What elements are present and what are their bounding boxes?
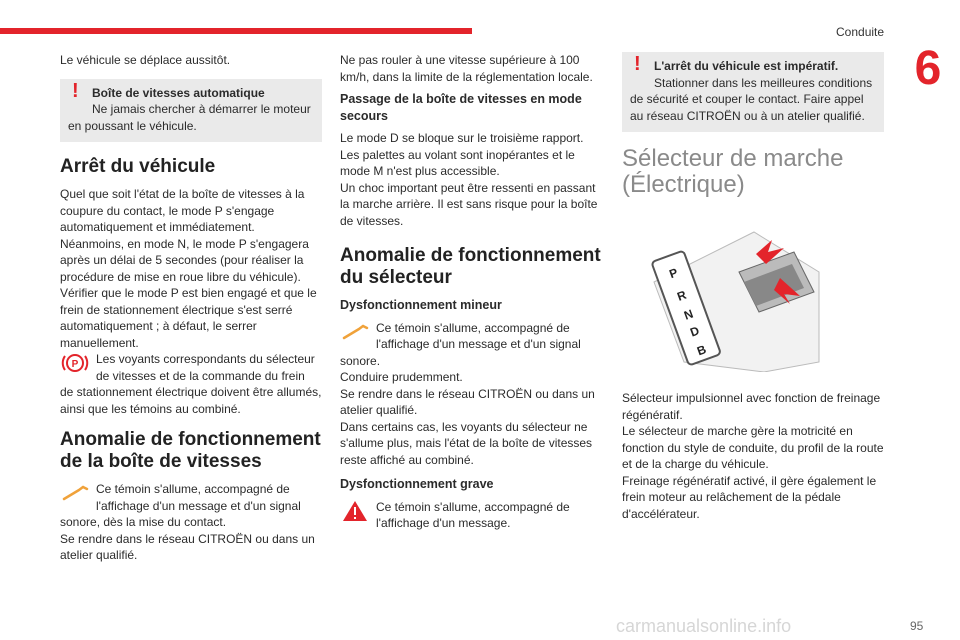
page-number: 95	[910, 619, 924, 633]
paragraph: Se rendre dans le réseau CITROËN ou dans un atelier qualifié.	[340, 386, 595, 417]
subheading-severe: Dysfonctionnement grave	[340, 477, 494, 491]
heading-gearbox-anomaly: Anomalie de fonctionnement de la boîte de vitesses	[60, 429, 321, 472]
indicator-text: Ce témoin s'allume, accompagné de l'affichage d'un message.	[376, 499, 570, 530]
paragraph: Conduire prudemment.	[340, 370, 463, 384]
paragraph: Le mode D se bloque sur le troisième rapport.	[340, 131, 584, 145]
warning-box	[622, 52, 884, 132]
paragraph: Néanmoins, en mode N, le mode P s'engagera après un délai de 5 secondes (pour réaliser la procédure de mise en roue libre du véhicule).	[60, 236, 309, 284]
gear-letter: R	[675, 287, 689, 304]
intro-text: Le véhicule se déplace aussitôt.	[60, 53, 231, 67]
paragraph: Les palettes au volant sont inopérantes et le mode M n'est plus accessible.	[340, 147, 575, 178]
subheading-backup: Passage de la boîte de vitesses en mode secours	[340, 92, 582, 123]
paragraph: Quel que soit l'état de la boîte de vitesses à la coupure du contact, le mode P s'engage automatiquement et immédiatement.	[60, 187, 305, 234]
wrench-icon	[60, 481, 90, 505]
warning-title: L'arrêt du véhicule est impératif.	[654, 59, 839, 73]
warning-exclamation-icon: !	[72, 79, 79, 102]
paragraph: Freinage régénératif activé, il gère également le frein moteur au relâchement de la pédale d'accélérateur.	[622, 473, 877, 521]
column-3	[622, 52, 884, 522]
paragraph: Le sélecteur de marche gère la motricité en fonction du style de conduite, du profil de la route et de la charge du véhicule.	[622, 424, 884, 471]
heading-stop: Arrêt du véhicule	[60, 156, 216, 177]
indicator-note	[60, 481, 322, 514]
indicator-note	[340, 499, 602, 532]
section-heading-selector: Sélecteur de marche (Électrique)	[622, 145, 844, 198]
gear-letter: P	[667, 265, 680, 282]
paragraph: Dans certains cas, les voyants du sélecteur ne s'allume plus, mais l'état de la boîte de vitesses reste affiché au combiné.	[340, 419, 593, 467]
gear-letter: N	[682, 306, 696, 323]
indicator-text: Ce témoin s'allume, accompagné de l'affichage d'un message et d'un signal	[96, 482, 301, 513]
warning-triangle-icon	[340, 499, 370, 523]
parking-brake-icon	[60, 351, 90, 375]
gear-selector-illustration	[644, 212, 824, 372]
subheading-minor: Dysfonctionnement mineur	[340, 298, 502, 312]
warning-title: Boîte de vitesses automatique	[92, 85, 265, 100]
column-2	[340, 52, 602, 532]
heading-selector-anomaly: Anomalie de fonctionnement du sélecteur	[340, 245, 601, 288]
warning-box	[60, 79, 322, 143]
wrench-icon	[340, 320, 370, 344]
paragraph: Sélecteur impulsionnel avec fonction de freinage régénératif.	[622, 391, 881, 422]
section-title: Conduite	[836, 25, 885, 39]
warning-line: Ne jamais chercher à démarrer le moteur	[92, 102, 311, 116]
indicator-text: Ce témoin s'allume, accompagné de l'affichage d'un message et d'un signal	[376, 320, 581, 351]
column-1	[60, 52, 322, 564]
paragraph: Vérifier que le mode P est bien engagé et que le frein de stationnement électrique s'est serré automatiquement ; à défaut, le serrer manuellement.	[60, 286, 317, 350]
warning-line: Stationner dans les meilleures conditions	[654, 75, 873, 90]
indicator-text: Les voyants correspondants du sélecteur de vitesses et de la commande du frein	[96, 352, 315, 383]
gear-letter: D	[688, 323, 702, 340]
chapter-number: 6	[896, 40, 960, 98]
warning-line: en poussant le véhicule.	[68, 118, 197, 133]
indicator-note	[60, 351, 322, 384]
watermark: carmanualsonline.info	[616, 616, 792, 636]
svg-text:P: P	[71, 359, 79, 370]
warning-line: de sécurité et couper le contact.	[630, 92, 801, 106]
indicator-text-cont: de stationnement électrique doivent être allumés, ainsi que les témoins au combiné.	[60, 385, 322, 416]
indicator-text-cont: sonore, dès la mise du contact.	[60, 515, 227, 529]
paragraph: Ne pas rouler à une vitesse supérieure à 100 km/h, dans la limite de la réglementation locale.	[340, 53, 593, 84]
warning-exclamation-icon: !	[634, 53, 641, 75]
indicator-text-cont: sonore.	[340, 353, 381, 368]
indicator-note	[340, 320, 602, 353]
warning-line: Faire appel au réseau CITROËN ou à un atelier qualifié.	[630, 92, 865, 123]
gear-letter: B	[695, 342, 709, 359]
paragraph: Se rendre dans le réseau CITROËN ou dans un atelier qualifié.	[60, 531, 315, 562]
paragraph: Un choc important peut être ressenti en passant la marche arrière. Il est sans risque pour la boîte de vitesses.	[340, 180, 598, 228]
header-accent-bar	[0, 28, 472, 34]
